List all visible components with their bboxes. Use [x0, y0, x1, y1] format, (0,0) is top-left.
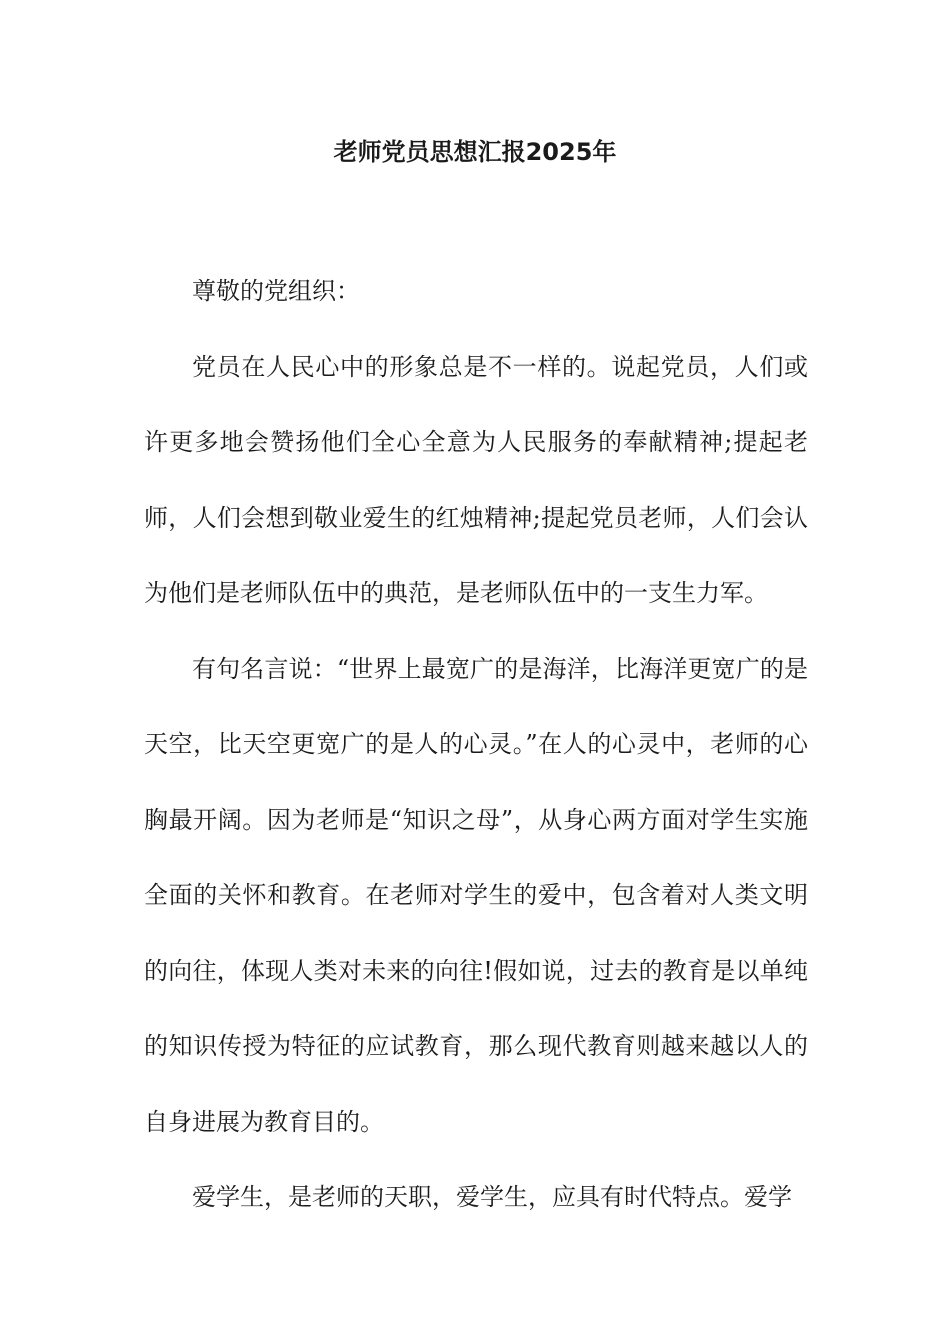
document-body: [144, 254, 808, 1236]
body-paragraph-2: 有句名言说：“世界上最宽广的是海洋，比海洋更宽广的是天空，比天空更宽广的是人的心灵。”在人的心灵中，老师的心胸最开阔。因为老师是“知识之母”，从身心两方面对学生实施全面的关怀和教育。在老师对学生的爱中，包含着对人类文明的向往，体现人类对未来的向往!假如说，过去的教育是以单纯的知识传授为特征的应试教育，那么现代教育则越来越以人的自身进展为教育目的。: [144, 654, 808, 1136]
body-paragraph-1: 党员在人民心中的形象总是不一样的。说起党员，人们或许更多地会赞扬他们全心全意为人民服务的奉献精神;提起老师，人们会想到敬业爱生的红烛精神;提起党员老师，人们会认为他们是老师队伍中的典范，是老师队伍中的一支生力军。: [144, 352, 808, 607]
document-title: 老师党员思想汇报2025年: [333, 138, 617, 166]
body-paragraph-3: 爱学生，是老师的天职，爱学生，应具有时代特点。爱学: [192, 1183, 792, 1211]
salutation-paragraph: 尊敬的党组织：: [192, 277, 360, 305]
